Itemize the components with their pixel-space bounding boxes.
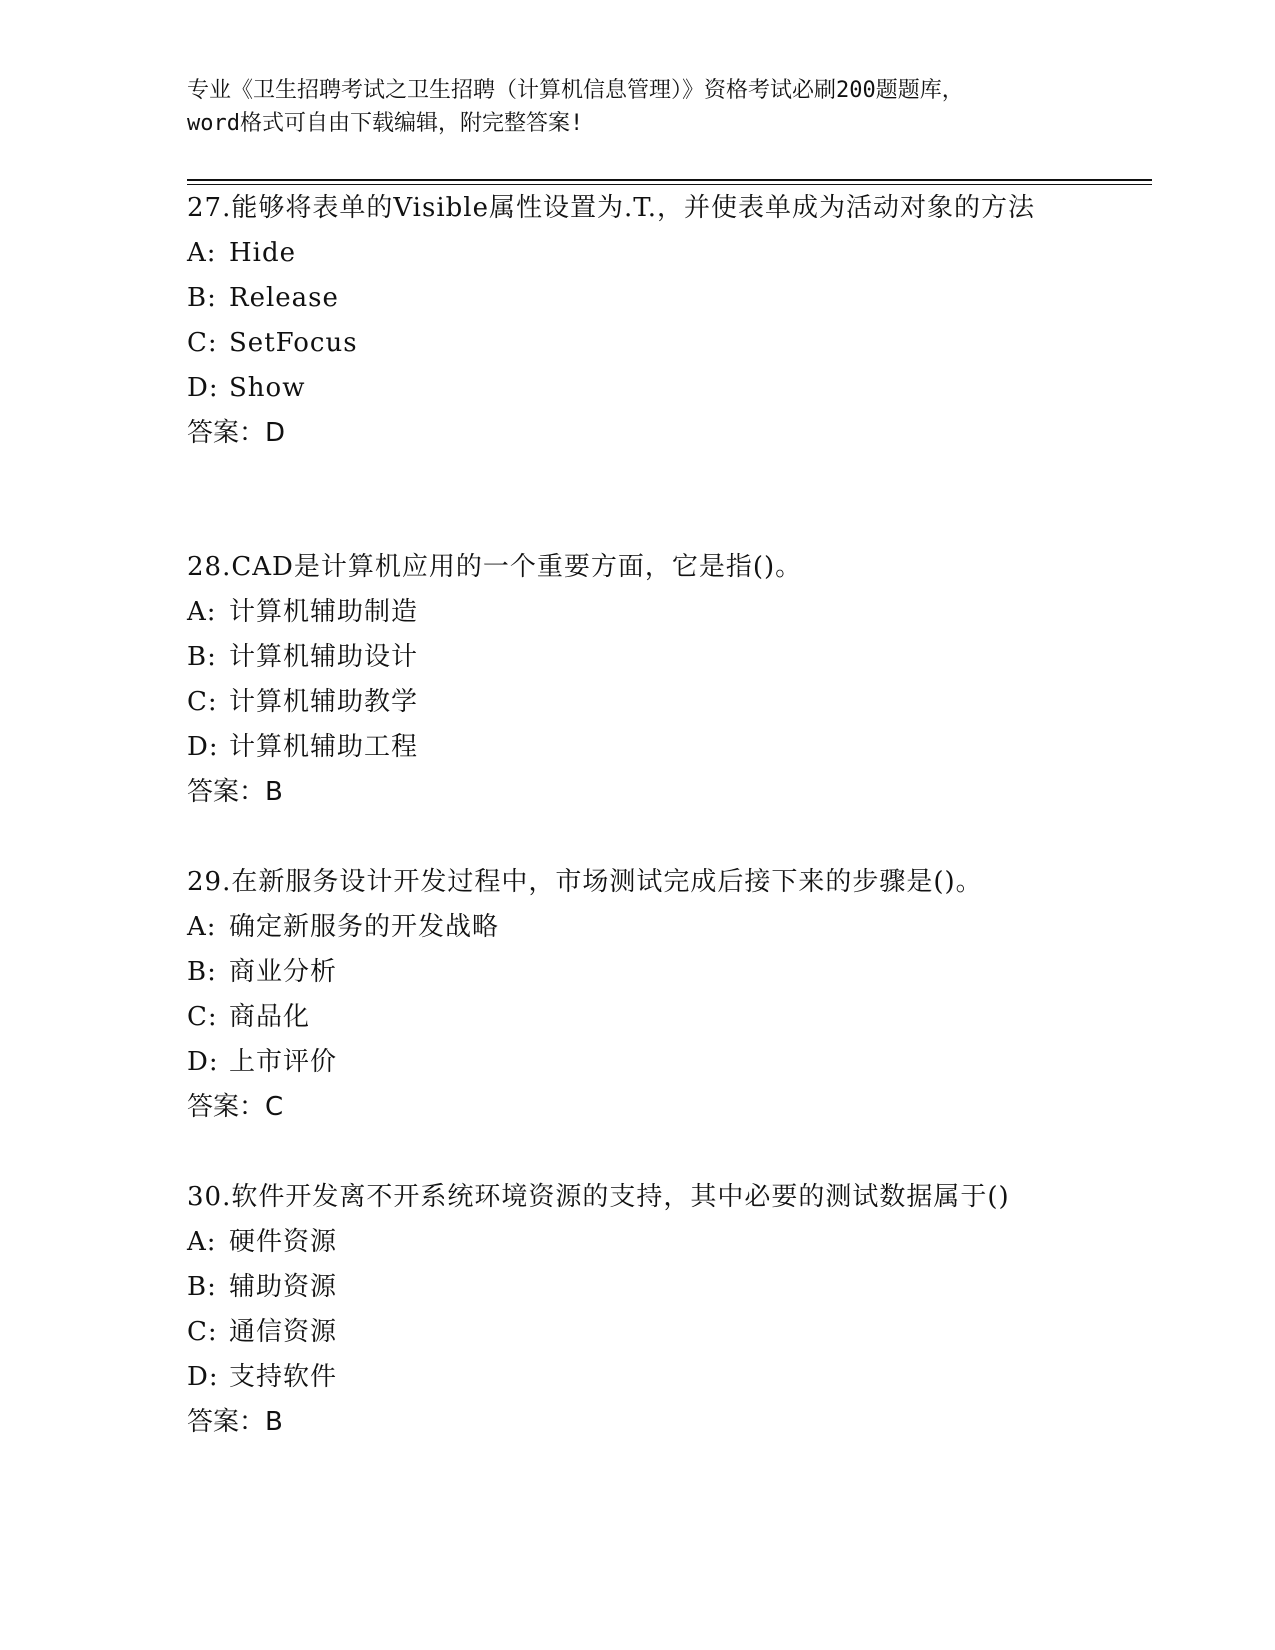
option-text: 计算机辅助教学 <box>229 687 419 717</box>
option-text: 通信资源 <box>229 1317 338 1347</box>
option-d <box>187 1355 1107 1400</box>
option-b <box>187 950 1107 995</box>
option-b <box>187 1265 1107 1310</box>
option-text: 硬件资源 <box>229 1227 338 1257</box>
document-header <box>187 74 1087 140</box>
option-text: 支持软件 <box>229 1362 338 1392</box>
option-letter: B: <box>187 283 217 313</box>
option-letter: B: <box>187 1272 217 1302</box>
option-c <box>187 995 1107 1040</box>
option-text: 辅助资源 <box>229 1272 338 1302</box>
option-letter: D: <box>187 1047 219 1077</box>
option-text: 确定新服务的开发战略 <box>229 912 500 942</box>
option-a <box>187 231 1107 276</box>
option-letter: D: <box>187 373 219 403</box>
header-divider <box>187 179 1152 181</box>
option-letter: D: <box>187 1362 219 1392</box>
option-b <box>187 635 1107 680</box>
option-a <box>187 590 1107 635</box>
header-divider-thin <box>187 184 1152 185</box>
option-a <box>187 905 1107 950</box>
option-text: 计算机辅助工程 <box>229 732 419 762</box>
option-text: 计算机辅助设计 <box>229 642 419 672</box>
answer-line: 答案：C <box>187 1092 284 1122</box>
question-stem: 30.软件开发离不开系统环境资源的支持，其中必要的测试数据属于() <box>187 1182 1010 1212</box>
option-d <box>187 725 1107 770</box>
option-a <box>187 1220 1107 1265</box>
option-text: Show <box>229 373 306 403</box>
question-stem: 29.在新服务设计开发过程中，市场测试完成后接下来的步骤是()。 <box>187 867 983 897</box>
option-text: 上市评价 <box>229 1047 338 1077</box>
option-c <box>187 1310 1107 1355</box>
option-letter: C: <box>187 687 218 717</box>
answer-line: 答案：D <box>187 418 286 448</box>
answer-line: 答案：B <box>187 777 283 807</box>
option-text: SetFocus <box>229 328 358 358</box>
option-letter: C: <box>187 328 218 358</box>
option-letter: A: <box>187 912 217 942</box>
question-30 <box>187 1175 1107 1444</box>
option-text: Release <box>229 283 339 313</box>
option-letter: A: <box>187 238 217 268</box>
option-letter: C: <box>187 1002 218 1032</box>
question-stem: 28.CAD是计算机应用的一个重要方面，它是指()。 <box>187 552 803 582</box>
option-text: 商业分析 <box>229 957 338 987</box>
option-letter: C: <box>187 1317 218 1347</box>
question-stem: 27.能够将表单的Visible属性设置为.T.，并使表单成为活动对象的方法 <box>187 193 1036 223</box>
option-letter: B: <box>187 642 217 672</box>
option-text: 商品化 <box>229 1002 311 1032</box>
question-28 <box>187 545 1107 814</box>
option-b <box>187 276 1107 321</box>
option-c <box>187 321 1107 366</box>
question-29 <box>187 860 1107 1129</box>
question-27 <box>187 186 1107 455</box>
option-d <box>187 366 1107 411</box>
option-text: Hide <box>229 238 297 268</box>
option-text: 计算机辅助制造 <box>229 597 419 627</box>
option-letter: A: <box>187 597 217 627</box>
header-line-1: 专业《卫生招聘考试之卫生招聘（计算机信息管理）》资格考试必刷200题题库， <box>187 78 964 103</box>
header-line-2: word格式可自由下载编辑，附完整答案! <box>187 111 584 136</box>
option-c <box>187 680 1107 725</box>
option-letter: B: <box>187 957 217 987</box>
option-d <box>187 1040 1107 1085</box>
option-letter: A: <box>187 1227 217 1257</box>
answer-line: 答案：B <box>187 1407 283 1437</box>
option-letter: D: <box>187 732 219 762</box>
